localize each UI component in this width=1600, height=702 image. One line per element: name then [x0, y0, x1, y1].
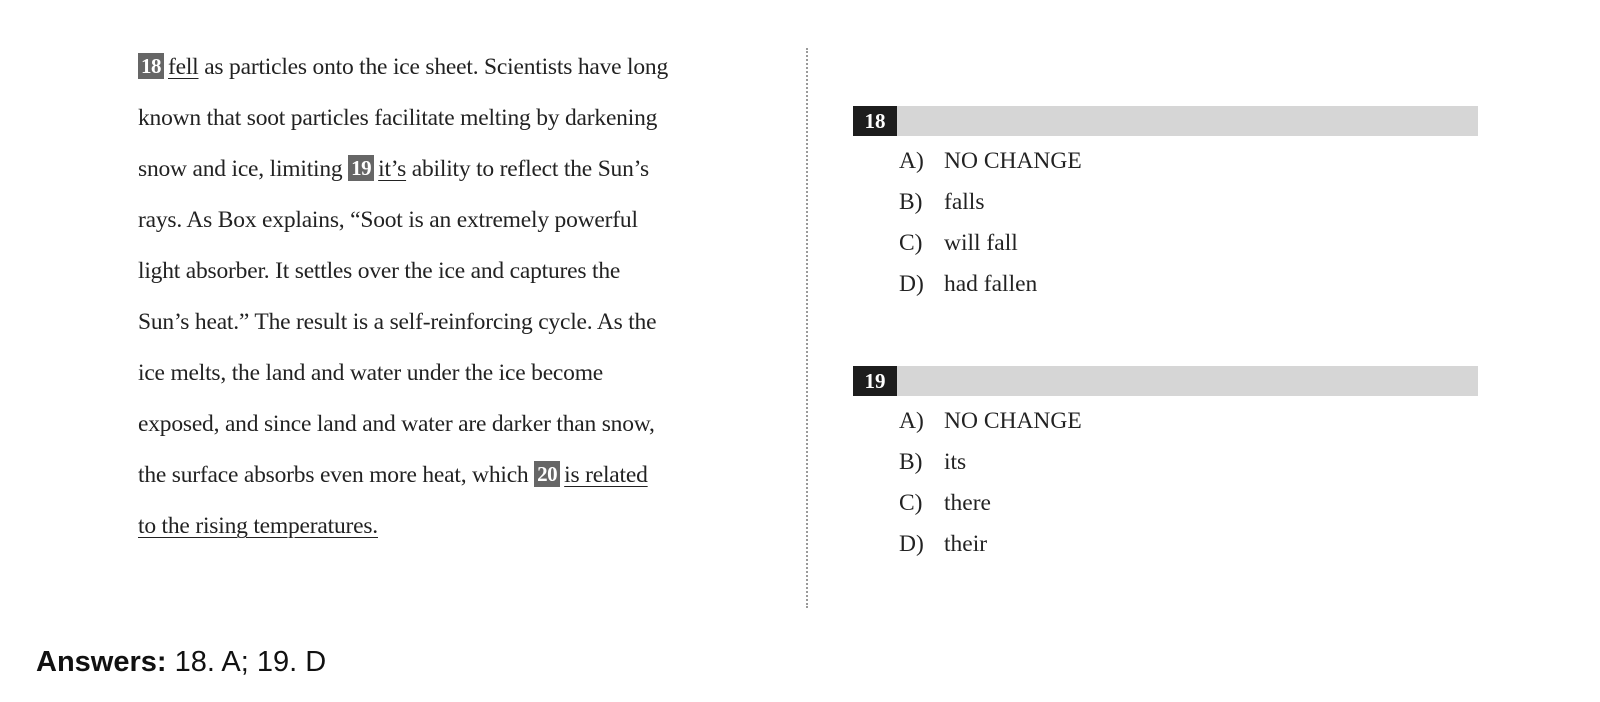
option-text: falls [944, 189, 985, 215]
option-letter: B) [899, 189, 923, 215]
option-c[interactable] [899, 488, 1478, 529]
underlined-text: is related [564, 462, 648, 488]
option-text: NO CHANGE [944, 408, 1082, 434]
option-a[interactable] [899, 146, 1478, 187]
line-text: snow and ice, limiting [138, 156, 349, 182]
passage-line-4: rays. As Box explains, “Soot is an extremely powerful [138, 207, 638, 233]
answers-text: 18. A; 19. D [166, 646, 327, 678]
passage-line-3 [138, 144, 778, 195]
option-b[interactable] [899, 447, 1478, 488]
answer-options [899, 146, 1478, 310]
passage-line-8: exposed, and since land and water are darker than snow, [138, 411, 655, 437]
option-text: had fallen [944, 271, 1038, 297]
column-divider [806, 48, 808, 608]
question-marker-18: 18 [138, 53, 164, 79]
option-c[interactable] [899, 228, 1478, 269]
passage [138, 42, 778, 552]
passage-line-7: ice melts, the land and water under the ice become [138, 360, 604, 386]
underlined-text: it’s [378, 156, 407, 182]
passage-line-10 [138, 501, 778, 552]
question-marker-19: 19 [348, 155, 374, 181]
question-19 [853, 366, 1478, 570]
option-text: their [944, 531, 988, 557]
underlined-text: fell [168, 54, 199, 80]
option-letter: B) [899, 449, 923, 475]
option-text: there [944, 490, 991, 516]
underlined-text: to the rising temperatures. [138, 513, 378, 539]
option-text: its [944, 449, 967, 475]
passage-line-9 [138, 450, 778, 501]
question-header [853, 366, 1478, 396]
question-header [853, 106, 1478, 136]
option-text: will fall [944, 230, 1018, 256]
option-letter: C) [899, 490, 923, 516]
question-number: 19 [853, 366, 897, 396]
passage-line-1 [138, 42, 778, 93]
question-marker-20: 20 [534, 461, 560, 487]
answers-line [36, 646, 326, 679]
line-text: ability to reflect the Sun’s [406, 156, 649, 182]
option-d[interactable] [899, 529, 1478, 570]
option-text: NO CHANGE [944, 148, 1082, 174]
option-letter: A) [899, 408, 924, 434]
option-letter: D) [899, 271, 924, 297]
passage-line-5: light absorber. It settles over the ice and captures the [138, 258, 621, 284]
option-d[interactable] [899, 269, 1478, 310]
option-b[interactable] [899, 187, 1478, 228]
option-letter: D) [899, 531, 924, 557]
line-text: the surface absorbs even more heat, which [138, 462, 535, 488]
option-a[interactable] [899, 406, 1478, 447]
answers-label: Answers: [36, 646, 167, 678]
question-18 [853, 106, 1478, 310]
passage-line-2: known that soot particles facilitate melting by darkening [138, 105, 658, 131]
question-number: 18 [853, 106, 897, 136]
option-letter: A) [899, 148, 924, 174]
answer-options [899, 406, 1478, 570]
line-text: as particles onto the ice sheet. Scientists have long [198, 54, 669, 80]
passage-line-6: Sun’s heat.” The result is a self-reinforcing cycle. As the [138, 309, 657, 335]
option-letter: C) [899, 230, 923, 256]
